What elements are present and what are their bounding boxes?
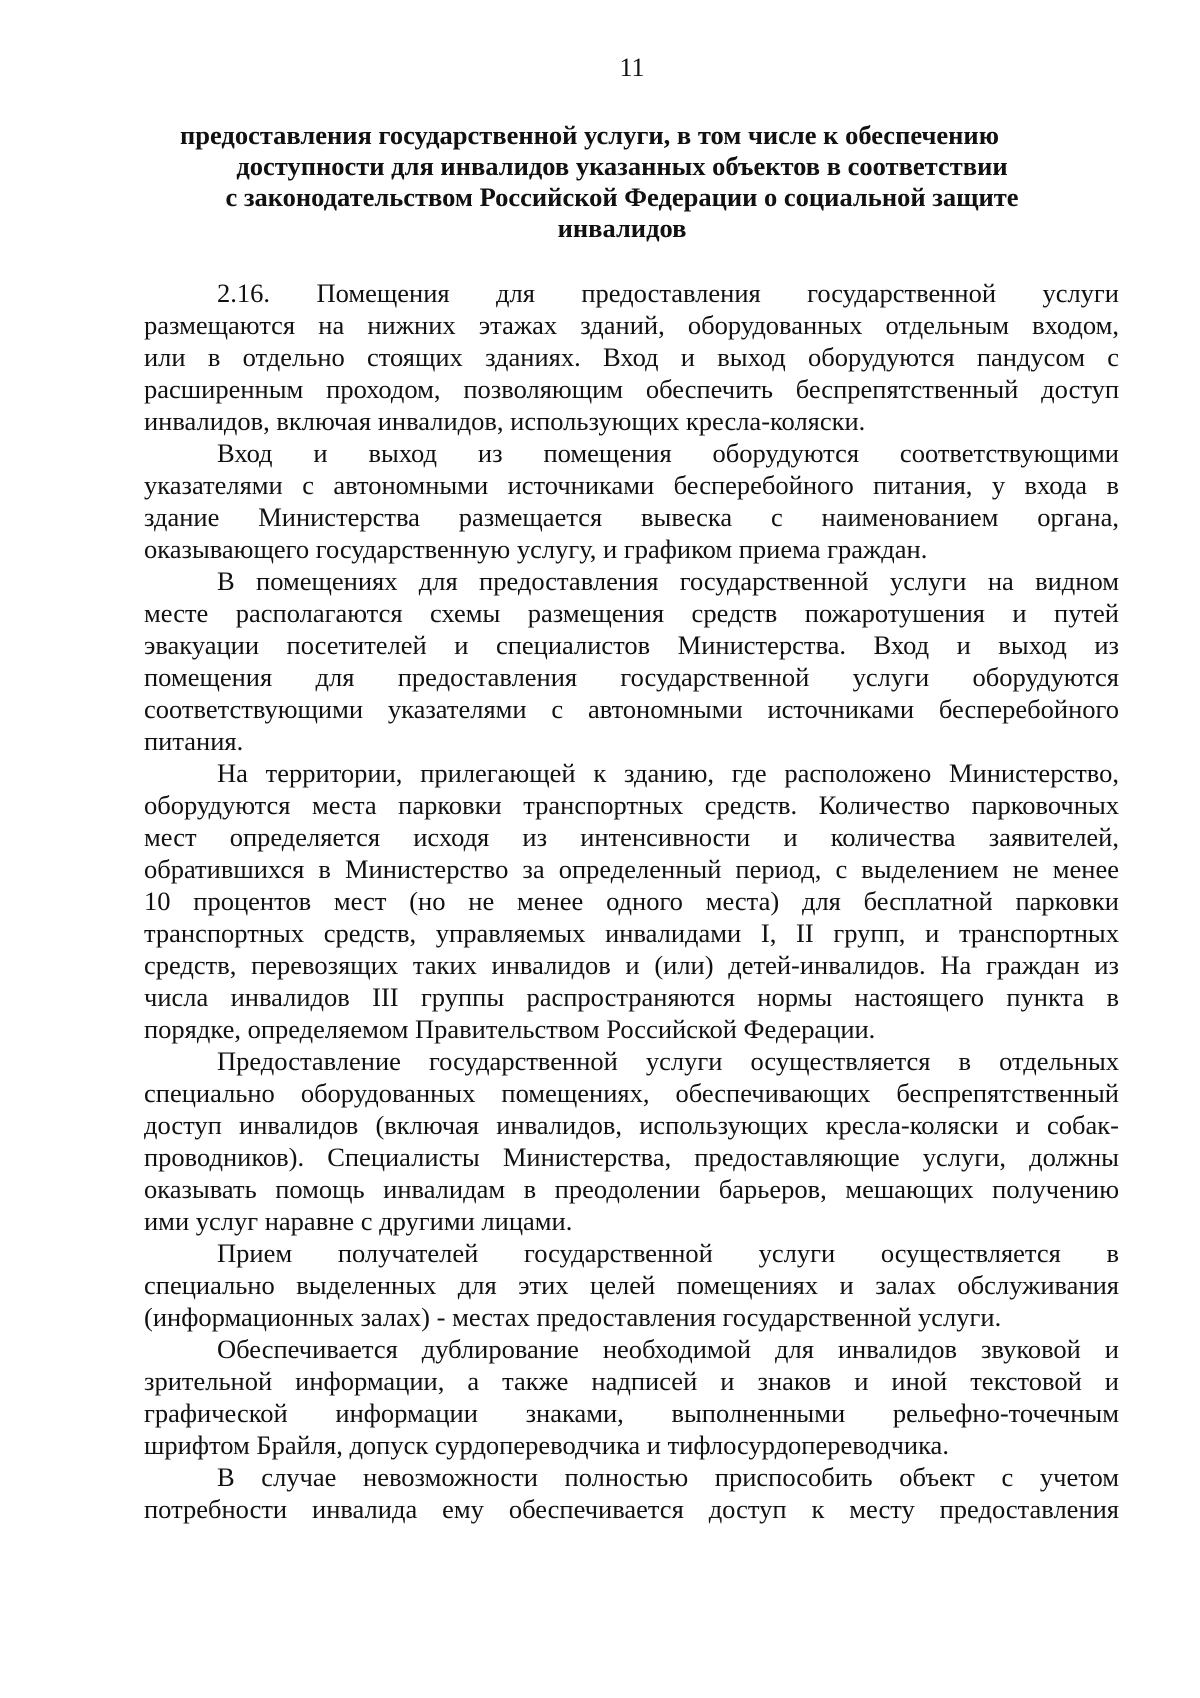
text-line: размещаются на нижних этажах зданий, оборудованных отдельным входом,: [144, 310, 1119, 340]
text-line: Предоставление государственной услуги осуществляется в отдельных: [217, 1046, 1119, 1076]
text-line: В помещениях для предоставления государственной услуги на видном: [217, 566, 1119, 596]
text-line: проводников). Специалисты Министерства, предоставляющие услуги, должны: [144, 1142, 1119, 1172]
text-line: оборудуются места парковки транспортных средств. Количество парковочных: [144, 790, 1119, 820]
text-line: Прием получателей государственной услуги осуществляется в: [217, 1238, 1119, 1268]
paragraph-evacuation: [144, 565, 1119, 757]
text-line: оказывать помощь инвалидам в преодолении барьеров, мешающих получению: [144, 1174, 1119, 1204]
heading-line: с законодательством Российской Федерации о социальной защите: [225, 182, 1019, 212]
text-line: доступ инвалидов (включая инвалидов, использующих кресла-коляски и собак-: [144, 1110, 1119, 1140]
text-line: указателями с автономными источниками бесперебойного питания, у входа в: [144, 470, 1119, 500]
text-line: (информационных залах) - местах предоставления государственной услуги.: [144, 1302, 1002, 1332]
heading-line: доступности для инвалидов указанных объектов в соответствии: [236, 151, 1008, 181]
text-line: мест определяется исходя из интенсивности и количества заявителей,: [144, 822, 1119, 852]
text-line: ими услуг наравне с другими лицами.: [144, 1206, 573, 1236]
text-line: потребности инвалида ему обеспечивается доступ к месту предоставления: [144, 1494, 1119, 1524]
text-line: здание Министерства размещается вывеска с наименованием органа,: [144, 502, 1119, 532]
text-line: соответствующими указателями с автономными источниками бесперебойного: [144, 694, 1119, 724]
paragraph-entrance-signs: [144, 437, 1119, 565]
text-line: помещения для предоставления государственной услуги оборудуются: [144, 662, 1119, 692]
text-line: месте располагаются схемы размещения средств пожаротушения и путей: [144, 598, 1119, 628]
text-line: транспортных средств, управляемых инвалидами I, II групп, и транспортных: [144, 918, 1119, 948]
text-line: расширенным проходом, позволяющим обеспечить беспрепятственный доступ: [144, 374, 1119, 404]
text-line: Вход и выход из помещения оборудуются соответствующими: [217, 438, 1119, 468]
text-line: или в отдельно стоящих зданиях. Вход и выход оборудуются пандусом с: [144, 342, 1119, 372]
paragraph-2-16: [144, 277, 1119, 437]
text-line: шрифтом Брайля, допуск сурдопереводчика и тифлосурдопереводчика.: [144, 1430, 949, 1460]
paragraph-access-continuation: [144, 1461, 1119, 1525]
text-line: инвалидов, включая инвалидов, использующих кресла-коляски.: [144, 406, 866, 436]
text-line: специально оборудованных помещениях, обеспечивающих беспрепятственный: [144, 1078, 1119, 1108]
text-line: оказывающего государственную услугу, и графиком приема граждан.: [144, 534, 928, 564]
page-number: 11: [619, 53, 645, 82]
text-line: графической информации знаками, выполненными рельефно-точечным: [144, 1398, 1119, 1428]
text-line: средств, перевозящих таких инвалидов и (или) детей-инвалидов. На граждан из: [144, 950, 1119, 980]
text-line: эвакуации посетителей и специалистов Министерства. Вход и выход из: [144, 630, 1119, 660]
text-line: 2.16. Помещения для предоставления государственной услуги: [217, 278, 1119, 308]
paragraph-special-premises: [144, 1045, 1119, 1237]
text-line: порядке, определяемом Правительством Российской Федерации.: [144, 1014, 876, 1044]
text-line: питания.: [144, 726, 244, 756]
text-line: В случае невозможности полностью приспособить объект с учетом: [217, 1462, 1119, 1492]
text-line: числа инвалидов III группы распространяются нормы настоящего пункта в: [144, 982, 1119, 1012]
heading-line: инвалидов: [557, 213, 687, 243]
text-line: обратившихся в Министерство за определенный период, с выделением не менее: [144, 854, 1119, 884]
text-line: зрительной информации, а также надписей и знаков и иной текстовой и: [144, 1366, 1119, 1396]
body-text: [144, 277, 1119, 1525]
paragraph-parking: [144, 757, 1119, 1045]
paragraph-reception: [144, 1237, 1119, 1333]
heading-line: предоставления государственной услуги, в том числе к обеспечению: [180, 120, 999, 150]
text-line: Обеспечивается дублирование необходимой для инвалидов звуковой и: [217, 1334, 1119, 1364]
text-line: специально выделенных для этих целей помещениях и залах обслуживания: [144, 1270, 1119, 1300]
paragraph-braille: [144, 1333, 1119, 1461]
text-line: На территории, прилегающей к зданию, где расположено Министерство,: [217, 758, 1119, 788]
section-heading: [180, 120, 1064, 244]
text-line: 10 процентов мест (но не менее одного места) для бесплатной парковки: [144, 886, 1119, 916]
